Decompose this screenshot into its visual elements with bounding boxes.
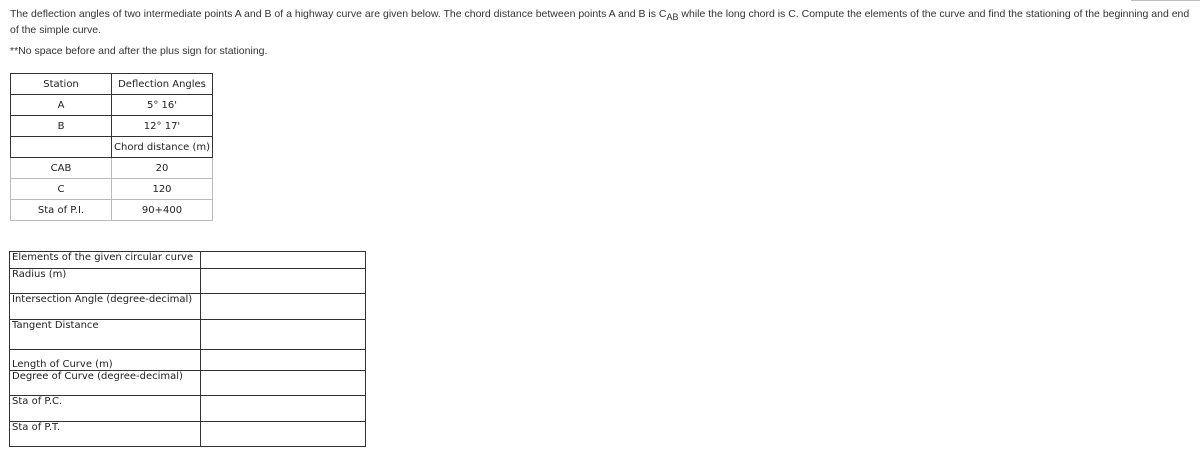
radius-label: Radius (m) bbox=[10, 269, 201, 294]
problem-subscript: AB bbox=[666, 12, 679, 22]
curve-elements-table bbox=[9, 251, 366, 447]
table-row bbox=[10, 294, 366, 320]
radius-input[interactable] bbox=[201, 269, 365, 284]
station-header: Station bbox=[11, 74, 112, 95]
intersection-angle-input[interactable] bbox=[201, 294, 365, 309]
table-row bbox=[10, 320, 366, 350]
table-row bbox=[10, 269, 366, 294]
tangent-distance-input[interactable] bbox=[201, 320, 365, 335]
c-label: C bbox=[11, 179, 112, 200]
sta-pt-label: Sta of P.T. bbox=[10, 422, 201, 447]
cab-value: 20 bbox=[112, 158, 213, 179]
table-row bbox=[10, 371, 366, 396]
sta-pc-answer-cell[interactable] bbox=[201, 396, 366, 422]
given-data-table bbox=[10, 73, 213, 221]
elements-header: Elements of the given circular curve bbox=[10, 252, 201, 269]
degree-of-curve-input[interactable] bbox=[201, 371, 365, 386]
deflection-b: 12° 17' bbox=[112, 116, 213, 137]
table-row bbox=[11, 200, 213, 221]
intersection-angle-answer-cell[interactable] bbox=[201, 294, 366, 320]
table-row bbox=[10, 422, 366, 447]
table-row bbox=[11, 95, 213, 116]
station-b: B bbox=[11, 116, 112, 137]
table-row bbox=[11, 158, 213, 179]
radius-answer-cell[interactable] bbox=[201, 269, 366, 294]
sta-pc-label: Sta of P.C. bbox=[10, 396, 201, 422]
table-row bbox=[10, 350, 366, 371]
sta-pt-input[interactable] bbox=[201, 422, 365, 437]
deflection-header: Deflection Angles bbox=[112, 74, 213, 95]
c-value: 120 bbox=[112, 179, 213, 200]
problem-statement bbox=[10, 6, 1200, 38]
intersection-angle-label: Intersection Angle (degree-decimal) bbox=[10, 294, 201, 320]
length-of-curve-input[interactable] bbox=[201, 350, 365, 365]
header-blank-cell bbox=[201, 252, 366, 269]
sta-pt-answer-cell[interactable] bbox=[201, 422, 366, 447]
degree-of-curve-label: Degree of Curve (degree-decimal) bbox=[10, 371, 201, 396]
problem-text-part-1: The deflection angles of two intermediate points A and B of a highway curve are given below. The chord distance between points A and B is C bbox=[10, 8, 667, 20]
table-row bbox=[11, 179, 213, 200]
given-header-row bbox=[11, 74, 213, 95]
chord-distance-header: Chord distance (m) bbox=[112, 137, 213, 158]
pi-value: 90+400 bbox=[112, 200, 213, 221]
degree-of-curve-answer-cell[interactable] bbox=[201, 371, 366, 396]
top-right-divider bbox=[1131, 0, 1200, 1]
table-row bbox=[10, 396, 366, 422]
tangent-distance-label: Tangent Distance bbox=[10, 320, 201, 350]
stationing-note: **No space before and after the plus sign for stationing. bbox=[10, 45, 268, 57]
problem-text-part-2: while the long chord is C. Compute the elements of the curve and find the stationing of the beginning and end of the simple curve. bbox=[10, 8, 1190, 36]
tangent-distance-answer-cell[interactable] bbox=[201, 320, 366, 350]
length-of-curve-answer-cell[interactable] bbox=[201, 350, 366, 371]
table-row bbox=[11, 116, 213, 137]
table-row bbox=[10, 252, 366, 269]
sta-pc-input[interactable] bbox=[201, 396, 365, 411]
table-row bbox=[11, 137, 213, 158]
cab-label: CAB bbox=[11, 158, 112, 179]
blank-cell bbox=[11, 137, 112, 158]
station-a: A bbox=[11, 95, 112, 116]
pi-label: Sta of P.I. bbox=[11, 200, 112, 221]
deflection-a: 5° 16' bbox=[112, 95, 213, 116]
length-of-curve-label: Length of Curve (m) bbox=[10, 350, 201, 371]
